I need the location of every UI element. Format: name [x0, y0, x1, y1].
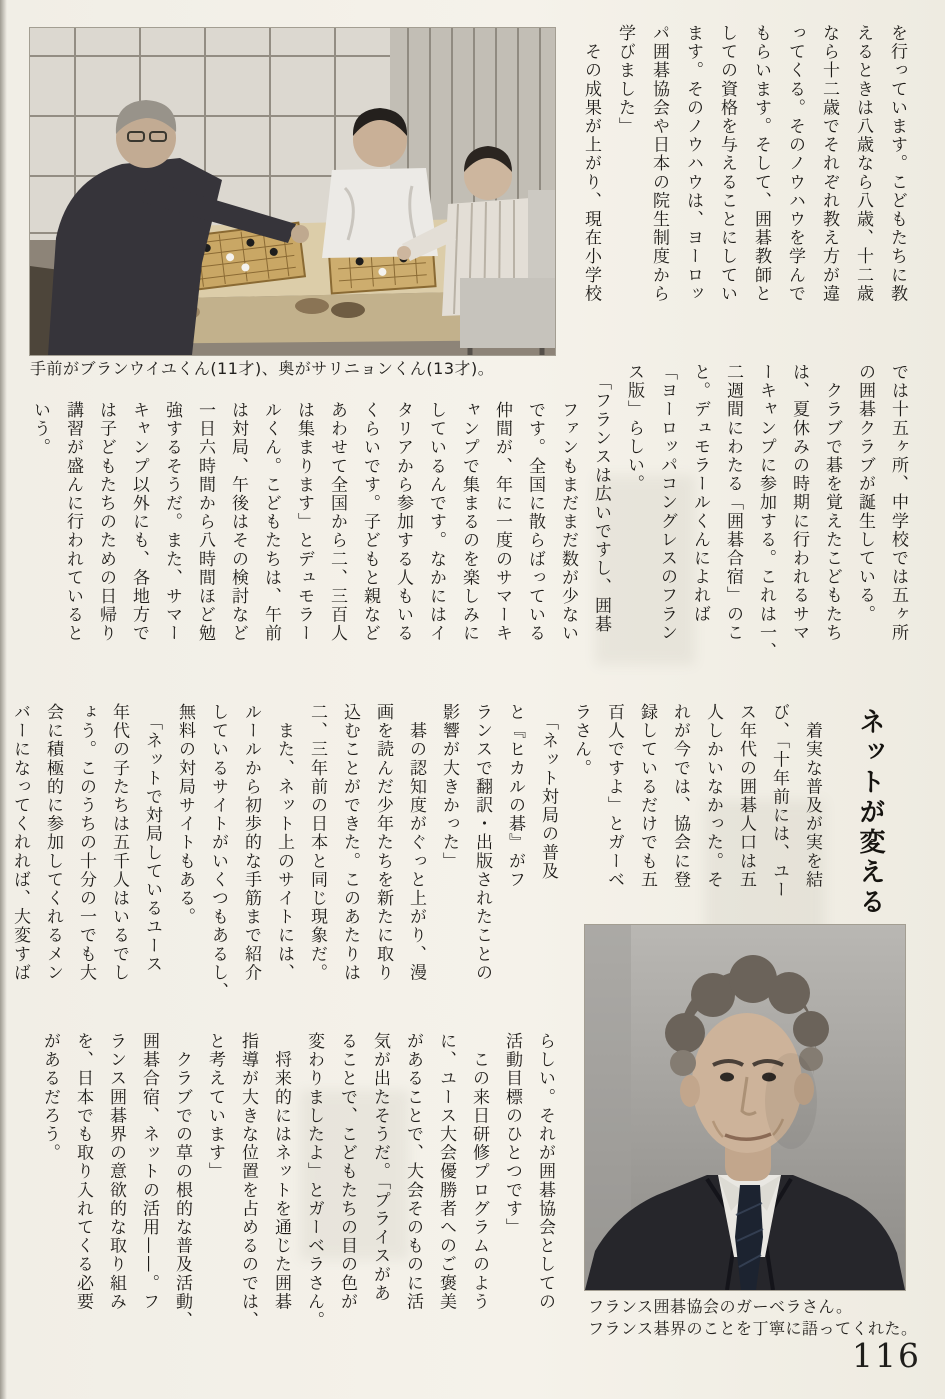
text-column: らしい。それが囲碁協会としての — [535, 1032, 555, 1311]
text-column: ーキャンプに参加する。これは一、 — [756, 363, 776, 661]
text-column: ラさん。 — [571, 703, 591, 778]
article-text-block-3 — [23, 401, 584, 663]
text-column: ファンもまだまだ数が少ない — [558, 401, 578, 643]
text-column: を行っています。こどもたちに教 — [887, 24, 907, 303]
text-column: 指導が大きな位置を占めるのでは、 — [238, 1032, 258, 1330]
portrait-caption-line2: フランス碁界のことを丁寧に語ってくれた。 — [588, 1319, 918, 1338]
text-column: 囲碁合宿、ネットの活用——。フ — [139, 1032, 159, 1311]
text-column: ます。そのノウハウは、ヨーロッ — [683, 24, 703, 303]
text-column: に、ユース大会優勝者へのご褒美 — [436, 1032, 456, 1311]
text-column: 一日六時間から八時間ほど勉 — [195, 401, 215, 643]
text-column: キャンプ以外にも、各地方で — [129, 401, 149, 643]
text-column: しているサイトがいくつもあるし、 — [208, 703, 228, 1001]
text-column: 将来的にはネットを通じた囲碁 — [271, 1032, 291, 1311]
text-column: 碁の認知度がぐっと上がり、漫 — [406, 703, 426, 982]
text-column: 二、三年前の日本と同じ現象だ。 — [307, 703, 327, 982]
article-text-block-1 — [574, 24, 914, 342]
go-lesson-illustration — [30, 28, 555, 355]
gabera-portrait-photo — [585, 925, 905, 1290]
text-column: があるだろう。 — [40, 1032, 60, 1163]
text-column: 録しているだけでも五 — [637, 703, 657, 889]
text-column: タリアから参加する人もいる — [393, 401, 413, 643]
text-column: の囲碁クラブが誕生している。 — [855, 363, 875, 624]
text-column: 込むことができた。このあたりは — [340, 703, 360, 982]
text-column: は集まります」とデュモラー — [294, 401, 314, 643]
go-lesson-photo — [30, 28, 555, 355]
page-number: 116 — [852, 1336, 921, 1375]
article-text-block-2 — [584, 363, 914, 681]
text-column: バーになってくれれば、大変すば — [10, 703, 30, 982]
text-column: と考えています」 — [205, 1032, 225, 1181]
text-column: なら十二歳でそれぞれ教え方が違 — [819, 24, 839, 303]
text-column: 百人ですよ」とガーベ — [604, 703, 624, 889]
text-column: もらいます。そして、囲碁教師と — [751, 24, 771, 303]
text-column: 年代の子たちは五千人はいるでし — [109, 703, 129, 982]
text-column: しての資格を与えることにしてい — [717, 24, 737, 303]
text-column: クラブでの草の根的な普及活動、 — [172, 1032, 192, 1330]
text-column: いう。 — [30, 401, 50, 457]
article-text-block-5 — [33, 1032, 561, 1344]
text-column: ス年代の囲碁人口は五 — [736, 703, 756, 889]
text-column: 学びました」 — [615, 24, 635, 136]
text-column: ることで、こどもたちの目の色が — [337, 1032, 357, 1311]
text-column: 変わりましたよ」とガーベラさん。 — [304, 1032, 324, 1330]
text-column: です。全国に散らばっている — [525, 401, 545, 643]
text-column: あわせて全国から二、三百人 — [327, 401, 347, 643]
text-column: クラブで碁を覚えたこどもたち — [822, 363, 842, 642]
text-column: ランスで翻訳・出版されたことの — [472, 703, 492, 982]
text-column: ャンプで集まるのを楽しみに — [459, 401, 479, 643]
text-column: ルールから初歩的な手筋まで紹介 — [241, 703, 261, 982]
text-column: 「ネットで対局しているユース — [142, 703, 162, 974]
text-column: 画を読んだ少年たちを新たに取り — [373, 703, 393, 982]
text-column: は、夏休みの時期に行われるサマ — [789, 363, 809, 642]
text-column: び、「十年前には、ユー — [769, 703, 789, 900]
text-column: 無料の対局サイトもある。 — [175, 703, 195, 927]
text-column: 気が出たそうだ。「プライスがあ — [370, 1032, 390, 1303]
text-column: この来日研修プログラムのよう — [469, 1032, 489, 1311]
text-column: また、ネット上のサイトには、 — [274, 703, 294, 982]
text-column: 「ヨーロッパコングレスのフラン — [657, 363, 677, 642]
text-column: くらいです。子どもと親など — [360, 401, 380, 643]
text-column: ょう。このうちの十分の一でも大 — [76, 703, 96, 982]
text-column: 人しかいなかった。そ — [703, 703, 723, 889]
text-column: ランス囲碁界の意欲的な取り組み — [106, 1032, 126, 1311]
text-column: 会に積極的に参加してくれるメン — [43, 703, 63, 982]
text-column: その成果が上がり、現在小学校 — [581, 24, 601, 303]
text-column: では十五ヶ所、中学校では五ヶ所 — [888, 363, 908, 642]
text-column: は子どもたちのための日帰り — [96, 401, 116, 643]
text-column: と『ヒカルの碁』がフ — [505, 703, 525, 889]
go-lesson-photo-caption: 手前がブランウイユくん(11才)、奥がサリニョンくん(13才)。 — [30, 359, 495, 378]
portrait-illustration — [585, 925, 905, 1290]
text-column: 講習が盛んに行われていると — [63, 401, 83, 643]
text-column: と。デュモラールくんによれば — [690, 363, 710, 624]
section-heading: ネットが変える — [855, 708, 885, 918]
text-column: えるときは八歳なら八歳、十二歳 — [853, 24, 873, 303]
text-column: 着実な普及が実を結 — [802, 703, 822, 889]
text-column: ス版」らしい。 — [624, 363, 644, 494]
text-column: は対局、午後はその検討など — [228, 401, 248, 643]
text-column: れが今では、協会に登 — [670, 703, 690, 889]
portrait-photo-caption — [588, 1296, 928, 1340]
text-column: 仲間が、年に一度のサマーキ — [492, 401, 512, 643]
text-column: 活動目標のひとつです」 — [502, 1032, 522, 1237]
text-column: を、日本でも取り入れてくる必要 — [73, 1032, 93, 1311]
scan-edge-shadow — [0, 0, 7, 1399]
text-column: パ囲碁協会や日本の院生制度から — [649, 24, 669, 303]
text-column: 「フランスは広いですし、囲碁 — [591, 363, 611, 634]
text-column: があることで、大会そのものに活 — [403, 1032, 423, 1311]
text-column: ルくん。こどもたちは、午前 — [261, 401, 281, 643]
text-column: ってくる。そのノウハウを学んで — [785, 24, 805, 303]
text-column: 「ネット対局の普及 — [538, 703, 558, 881]
text-column: しているんです。なかにはイ — [426, 401, 446, 643]
portrait-caption-line1: フランス囲碁協会のガーベラさん。 — [588, 1297, 853, 1316]
text-column: 影響が大きかった」 — [439, 703, 459, 871]
text-column: 二週間にわたる「囲碁合宿」のこ — [723, 363, 743, 642]
text-column: 強するそうだ。また、サマー — [162, 401, 182, 643]
